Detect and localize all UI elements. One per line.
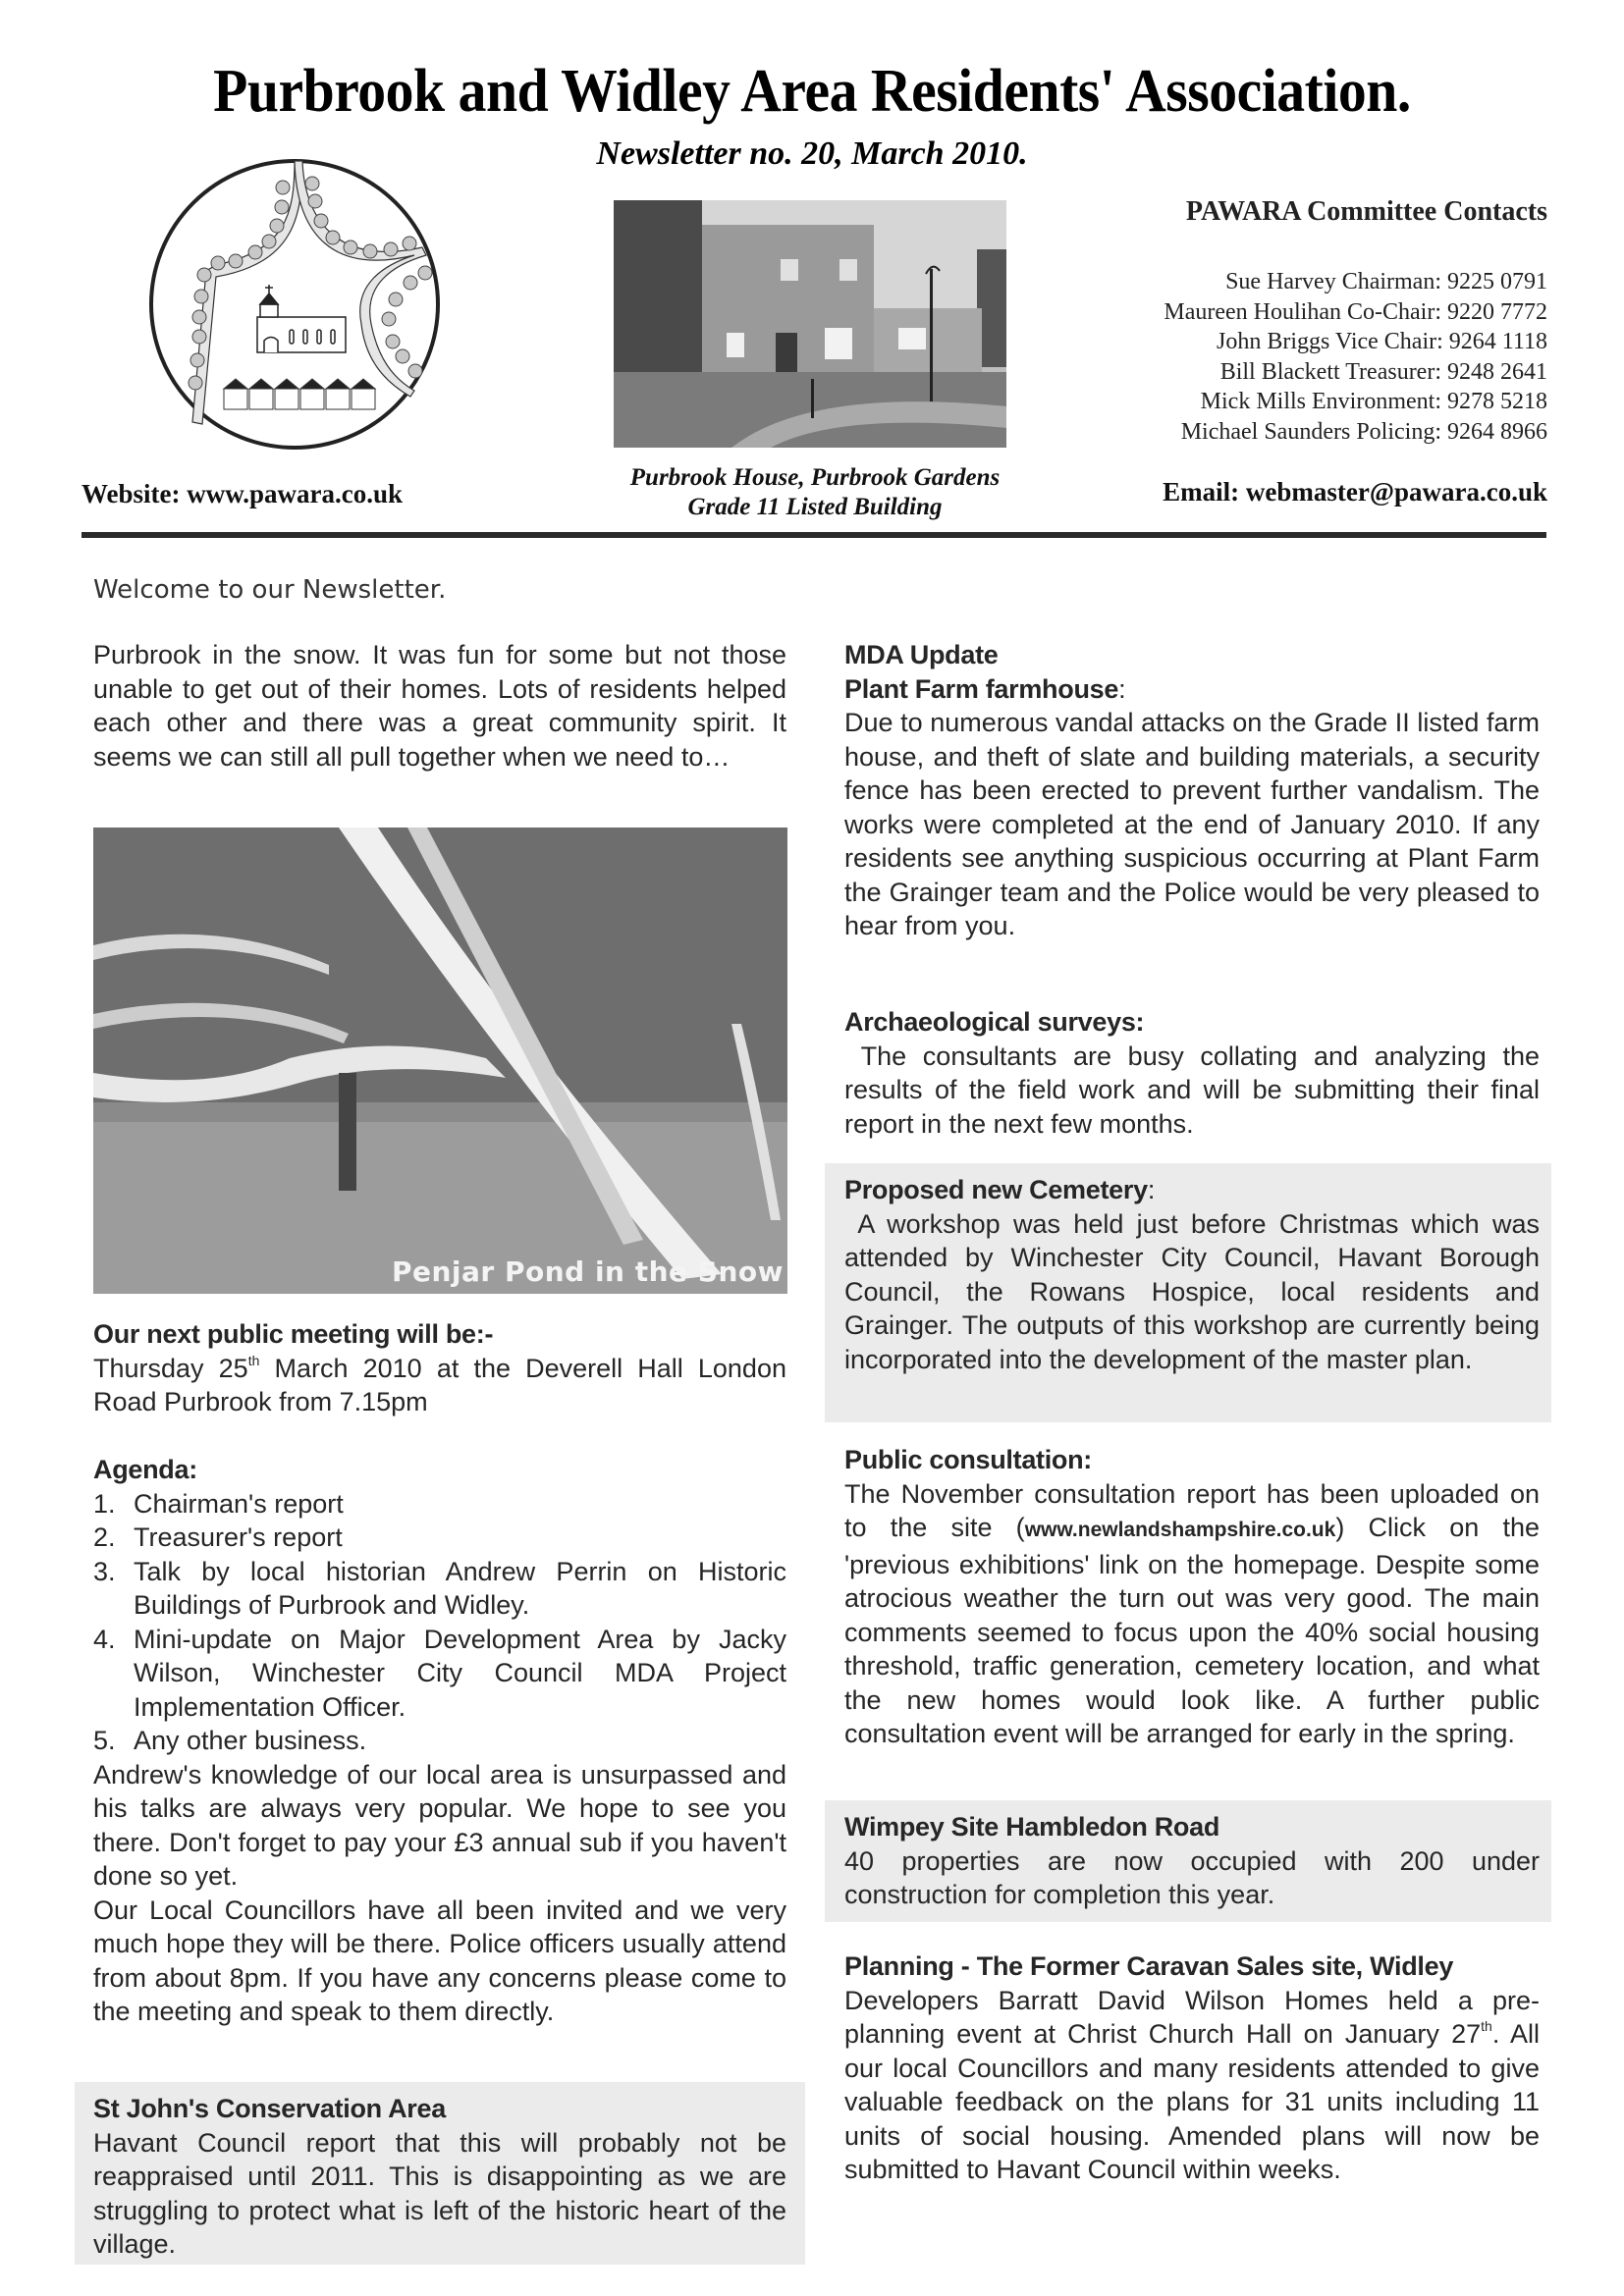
agenda-item-number: 3.: [93, 1556, 116, 1586]
agenda-section: [93, 1453, 786, 2029]
agenda-item: [93, 1555, 786, 1623]
consultation-text-end: ) Click on the 'previous exhibitions' link on the homepage. Despite some atrocious weather the turn out was very good. The main comments seemed to focus upon the 40% social housing threshold, traffic generation, cemetery location, and what the new homes would look like. A further public consultation event will be arranged for early in the spring.: [844, 1513, 1540, 1748]
st-johns-text: Havant Council report that this will probably not be reappraised until 2011. This is disappointing as we are struggling to protect what is left of the historic heart of the village.: [93, 2127, 786, 2259]
mda-heading: MDA Update: [844, 640, 999, 669]
archaeology-heading: Archaeological surveys:: [844, 1007, 1145, 1037]
agenda-item-number: 5.: [93, 1726, 116, 1755]
caption-line-1: Purbrook House, Purbrook Gardens: [629, 464, 1001, 491]
cemetery-section: [825, 1163, 1551, 1422]
contacts-heading: PAWARA Committee Contacts: [1185, 196, 1547, 227]
mda-subheading: Plant Farm farmhouse:: [844, 673, 1126, 704]
agenda-item: [93, 1487, 786, 1522]
contacts-list: [1164, 267, 1547, 447]
planning-heading: Planning - The Former Caravan Sales site, Widley: [844, 1951, 1454, 1981]
snow-photo-caption: Penjar Pond in the Snow: [391, 1255, 784, 1288]
agenda-list: [93, 1487, 786, 1758]
agenda-item-text: Mini-update on Major Development Area by Jacky Wilson, Winchester City Council MDA Project Implementation Officer.: [134, 1624, 786, 1722]
agenda-note-councillors: Our Local Councillors have all been invited and we very much hope they will be there. Police officers usually attend from about 8pm. If you have any concerns please come to the meeting and speak to them directly.: [93, 1895, 786, 2026]
house-photo-caption: [589, 463, 1041, 522]
intro-section: [93, 638, 786, 774]
snow-scene-image: [93, 828, 787, 1294]
public-consultation-section: [844, 1443, 1540, 1751]
intro-text: Purbrook in the snow. It was fun for some but not those unable to get out of their homes. Lots of residents helped each other and there was a great community spirit. It seems we can still all pull together when we need to…: [93, 640, 786, 772]
penjar-pond-photo: [93, 828, 787, 1294]
contact-item: Mick Mills Environment: 9278 5218: [1200, 389, 1547, 414]
contact-item: Michael Saunders Policing: 9264 8966: [1180, 418, 1547, 445]
planning-text-start: Developers Barratt David Wilson Homes held a pre-planning event at Christ Church Hall on January 27: [844, 1985, 1540, 2049]
cemetery-heading-line: Proposed new Cemetery:: [844, 1175, 1156, 1204]
planning-text-end: . All our local Councillors and many residents attended to give valuable feedback on the plans for 31 units including 11 units of social housing. Amended plans will now be submitted to Havant Council within weeks.: [844, 2019, 1540, 2184]
wimpey-heading: Wimpey Site Hambledon Road: [844, 1812, 1220, 1842]
agenda-item-text: Any other business.: [134, 1726, 367, 1755]
website-link[interactable]: Website: www.pawara.co.uk: [81, 479, 404, 508]
cemetery-text: A workshop was held just before Christmas which was attended by Winchester City Council, Havant Borough Council, the Rowans Hospice, local residents and Grainger. The outputs of this workshop are currently being incorporated into the development of the master plan.: [844, 1208, 1547, 1374]
contact-item: Sue Harvey Chairman: 9225 0791: [1225, 269, 1547, 294]
meeting-date-text: Thursday 25: [93, 1353, 248, 1383]
cemetery-heading: Proposed new Cemetery: [844, 1175, 1148, 1204]
consultation-text-start: The November consultation report has been uploaded on to the site (: [844, 1478, 1540, 1542]
header-divider: [81, 532, 1546, 538]
contact-item: Maureen Houlihan Co-Chair: 9220 7772: [1164, 298, 1547, 325]
agenda-item-text: Talk by local historian Andrew Perrin on Historic Buildings of Purbrook and Widley.: [134, 1556, 786, 1620]
agenda-item: [93, 1724, 786, 1758]
public-consultation-heading: Public consultation:: [844, 1445, 1093, 1474]
ordinal-suffix: th: [247, 1352, 260, 1368]
mda-update-section: [844, 638, 1540, 943]
st-johns-heading: St John's Conservation Area: [93, 2094, 446, 2123]
agenda-item-text: Treasurer's report: [134, 1522, 343, 1552]
pawara-logo: [147, 157, 442, 452]
caption-line-2: Grade 11 Listed Building: [687, 494, 943, 520]
agenda-item: [93, 1521, 786, 1555]
agenda-item-text: Chairman's report: [134, 1488, 344, 1519]
planning-section: [844, 1949, 1540, 2187]
st-johns-section: [75, 2082, 805, 2265]
archaeology-text: The consultants are busy collating and analyzing the results of the field work and will be submitting their final report in the next few months.: [844, 1041, 1547, 1139]
welcome-heading: Welcome to our Newsletter.: [93, 575, 447, 605]
meeting-venue-text: March 2010 at the Deverell Hall London Road Purbrook from 7.15pm: [93, 1353, 786, 1416]
agenda-item-number: 2.: [93, 1522, 116, 1552]
email-link[interactable]: Email: webmaster@pawara.co.uk: [1163, 477, 1547, 507]
agenda-item-number: 4.: [93, 1624, 116, 1654]
contact-item: John Briggs Vice Chair: 9264 1118: [1217, 329, 1547, 354]
public-consultation-text: [844, 1477, 1540, 1751]
newsletter-issue: Newsletter no. 20, March 2010.: [596, 135, 1028, 172]
agenda-item: [93, 1623, 786, 1725]
plant-farm-heading: Plant Farm farmhouse: [844, 673, 1119, 704]
mda-text: Due to numerous vandal attacks on the Grade II listed farm house, and theft of slate and building materials, a security fence has been erected to prevent further vandalism. The works were completed at the end of January 2010. If any residents see anything suspicious occurring at Plant Farm the Grainger team and the Police would be very pleased to hear from you.: [844, 708, 1540, 940]
newsletter-title: Purbrook and Widley Area Residents' Association.: [213, 58, 1411, 125]
wimpey-text: 40 properties are now occupied with 200 under construction for completion this year.: [844, 1845, 1540, 1909]
wimpey-section: [825, 1800, 1551, 1922]
agenda-heading: Agenda:: [93, 1455, 197, 1484]
meeting-details: [93, 1352, 786, 1419]
purbrook-house-photo: [614, 200, 1006, 448]
contact-item: Bill Blackett Treasurer: 9248 2641: [1219, 358, 1547, 385]
ordinal-suffix: th: [1481, 2018, 1492, 2034]
newlands-link[interactable]: www.newlandshampshire.co.uk: [1024, 1519, 1336, 1541]
planning-text: [844, 1984, 1540, 2187]
archaeology-section: [844, 1005, 1547, 1141]
meeting-heading: Our next public meeting will be:-: [93, 1319, 494, 1349]
agenda-note-speaker: Andrew's knowledge of our local area is unsurpassed and his talks are always very popular. We hope to see you there. Don't forget to pay your £3 annual sub if you haven't done so yet.: [93, 1759, 786, 1891]
next-meeting-section: [93, 1317, 786, 1419]
agenda-item-number: 1.: [93, 1488, 116, 1519]
